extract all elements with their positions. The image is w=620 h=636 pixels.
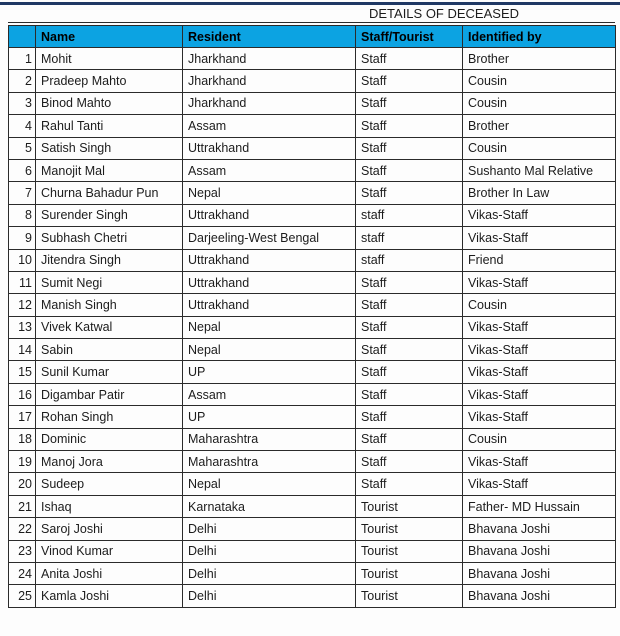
name-cell: Saroj Joshi [36,518,183,540]
table-row [9,115,616,137]
name-cell: Sumit Negi [36,271,183,293]
resident-cell: Nepal [183,339,356,361]
name-cell: Rahul Tanti [36,115,183,137]
table-row [9,271,616,293]
staff-tourist-cell: Staff [356,339,463,361]
column-header-identified-by: Identified by [463,26,616,48]
table-row [9,159,616,181]
row-number-cell: 12 [9,294,36,316]
staff-tourist-cell: Staff [356,406,463,428]
table-row [9,428,616,450]
staff-tourist-cell: Tourist [356,518,463,540]
row-number-cell: 25 [9,585,36,607]
table-row [9,540,616,562]
name-cell: Dominic [36,428,183,450]
resident-cell: UP [183,406,356,428]
staff-tourist-cell: Staff [356,294,463,316]
resident-cell: Uttrakhand [183,271,356,293]
row-number-cell: 7 [9,182,36,204]
name-cell: Surender Singh [36,204,183,226]
identified-by-cell: Cousin [463,137,616,159]
column-header-serial [9,26,36,48]
resident-cell: Uttrakhand [183,294,356,316]
row-number-cell: 10 [9,249,36,271]
name-cell: Mohit [36,48,183,70]
row-number-cell: 20 [9,473,36,495]
table-row [9,294,616,316]
identified-by-cell: Vikas-Staff [463,383,616,405]
row-number-cell: 21 [9,495,36,517]
staff-tourist-cell: Staff [356,428,463,450]
staff-tourist-cell: staff [356,249,463,271]
row-number-cell: 17 [9,406,36,428]
staff-tourist-cell: Staff [356,137,463,159]
identified-by-cell: Brother In Law [463,182,616,204]
staff-tourist-cell: Tourist [356,495,463,517]
staff-tourist-cell: staff [356,227,463,249]
resident-cell: Nepal [183,316,356,338]
table-row [9,182,616,204]
identified-by-cell: Cousin [463,70,616,92]
staff-tourist-cell: Staff [356,70,463,92]
identified-by-cell: Brother [463,115,616,137]
name-cell: Rohan Singh [36,406,183,428]
deceased-table [8,25,616,608]
table-title: DETAILS OF DECEASED [8,6,615,23]
resident-cell: Jharkhand [183,92,356,114]
identified-by-cell: Vikas-Staff [463,406,616,428]
identified-by-cell: Vikas-Staff [463,451,616,473]
staff-tourist-cell: Staff [356,48,463,70]
staff-tourist-cell: Staff [356,92,463,114]
identified-by-cell: Vikas-Staff [463,316,616,338]
table-row [9,451,616,473]
table-row [9,518,616,540]
name-cell: Subhash Chetri [36,227,183,249]
staff-tourist-cell: Staff [356,361,463,383]
identified-by-cell: Cousin [463,428,616,450]
row-number-cell: 4 [9,115,36,137]
row-number-cell: 1 [9,48,36,70]
table-row [9,70,616,92]
staff-tourist-cell: Staff [356,451,463,473]
table-row [9,204,616,226]
staff-tourist-cell: Staff [356,473,463,495]
table-row [9,92,616,114]
staff-tourist-cell: staff [356,204,463,226]
row-number-cell: 16 [9,383,36,405]
identified-by-cell: Bhavana Joshi [463,518,616,540]
resident-cell: Delhi [183,562,356,584]
identified-by-cell: Vikas-Staff [463,204,616,226]
name-cell: Anita Joshi [36,562,183,584]
identified-by-cell: Cousin [463,294,616,316]
name-cell: Digambar Patir [36,383,183,405]
identified-by-cell: Vikas-Staff [463,271,616,293]
resident-cell: Jharkhand [183,48,356,70]
identified-by-cell: Vikas-Staff [463,339,616,361]
row-number-cell: 14 [9,339,36,361]
resident-cell: Uttrakhand [183,249,356,271]
name-cell: Churna Bahadur Pun [36,182,183,204]
resident-cell: Karnataka [183,495,356,517]
row-number-cell: 19 [9,451,36,473]
name-cell: Binod Mahto [36,92,183,114]
resident-cell: Nepal [183,182,356,204]
column-header-staff-tourist: Staff/Tourist [356,26,463,48]
name-cell: Kamla Joshi [36,585,183,607]
row-number-cell: 5 [9,137,36,159]
table-body [9,48,616,608]
name-cell: Manoj Jora [36,451,183,473]
identified-by-cell: Bhavana Joshi [463,540,616,562]
identified-by-cell: Bhavana Joshi [463,585,616,607]
table-row [9,249,616,271]
resident-cell: Nepal [183,473,356,495]
row-number-cell: 8 [9,204,36,226]
name-cell: Manojit Mal [36,159,183,181]
table-row [9,473,616,495]
identified-by-cell: Vikas-Staff [463,473,616,495]
row-number-cell: 23 [9,540,36,562]
table-header-row [9,26,616,48]
table-row [9,361,616,383]
row-number-cell: 2 [9,70,36,92]
resident-cell: Assam [183,115,356,137]
staff-tourist-cell: Tourist [356,540,463,562]
row-number-cell: 13 [9,316,36,338]
top-divider-rule [0,2,620,5]
staff-tourist-cell: Staff [356,115,463,137]
row-number-cell: 24 [9,562,36,584]
identified-by-cell: Sushanto Mal Relative [463,159,616,181]
resident-cell: Delhi [183,585,356,607]
name-cell: Sunil Kumar [36,361,183,383]
identified-by-cell: Brother [463,48,616,70]
table-row [9,383,616,405]
column-header-name: Name [36,26,183,48]
staff-tourist-cell: Staff [356,383,463,405]
resident-cell: Delhi [183,540,356,562]
name-cell: Satish Singh [36,137,183,159]
row-number-cell: 3 [9,92,36,114]
resident-cell: Assam [183,383,356,405]
identified-by-cell: Bhavana Joshi [463,562,616,584]
column-header-resident: Resident [183,26,356,48]
table-row [9,316,616,338]
row-number-cell: 18 [9,428,36,450]
row-number-cell: 6 [9,159,36,181]
name-cell: Pradeep Mahto [36,70,183,92]
table-row [9,227,616,249]
resident-cell: UP [183,361,356,383]
identified-by-cell: Father- MD Hussain [463,495,616,517]
identified-by-cell: Cousin [463,92,616,114]
deceased-table-sheet [8,6,615,608]
row-number-cell: 22 [9,518,36,540]
resident-cell: Maharashtra [183,451,356,473]
table-row [9,406,616,428]
name-cell: Vinod Kumar [36,540,183,562]
name-cell: Vivek Katwal [36,316,183,338]
staff-tourist-cell: Staff [356,271,463,293]
table-row [9,339,616,361]
resident-cell: Jharkhand [183,70,356,92]
table-row [9,137,616,159]
name-cell: Sabin [36,339,183,361]
resident-cell: Delhi [183,518,356,540]
identified-by-cell: Vikas-Staff [463,227,616,249]
name-cell: Ishaq [36,495,183,517]
name-cell: Jitendra Singh [36,249,183,271]
identified-by-cell: Friend [463,249,616,271]
staff-tourist-cell: Staff [356,182,463,204]
table-row [9,495,616,517]
resident-cell: Maharashtra [183,428,356,450]
staff-tourist-cell: Tourist [356,562,463,584]
staff-tourist-cell: Tourist [356,585,463,607]
table-row [9,48,616,70]
row-number-cell: 11 [9,271,36,293]
table-row [9,562,616,584]
table-row [9,585,616,607]
name-cell: Sudeep [36,473,183,495]
row-number-cell: 9 [9,227,36,249]
row-number-cell: 15 [9,361,36,383]
resident-cell: Assam [183,159,356,181]
resident-cell: Darjeeling-West Bengal [183,227,356,249]
resident-cell: Uttrakhand [183,137,356,159]
identified-by-cell: Vikas-Staff [463,361,616,383]
staff-tourist-cell: Staff [356,159,463,181]
staff-tourist-cell: Staff [356,316,463,338]
resident-cell: Uttrakhand [183,204,356,226]
name-cell: Manish Singh [36,294,183,316]
